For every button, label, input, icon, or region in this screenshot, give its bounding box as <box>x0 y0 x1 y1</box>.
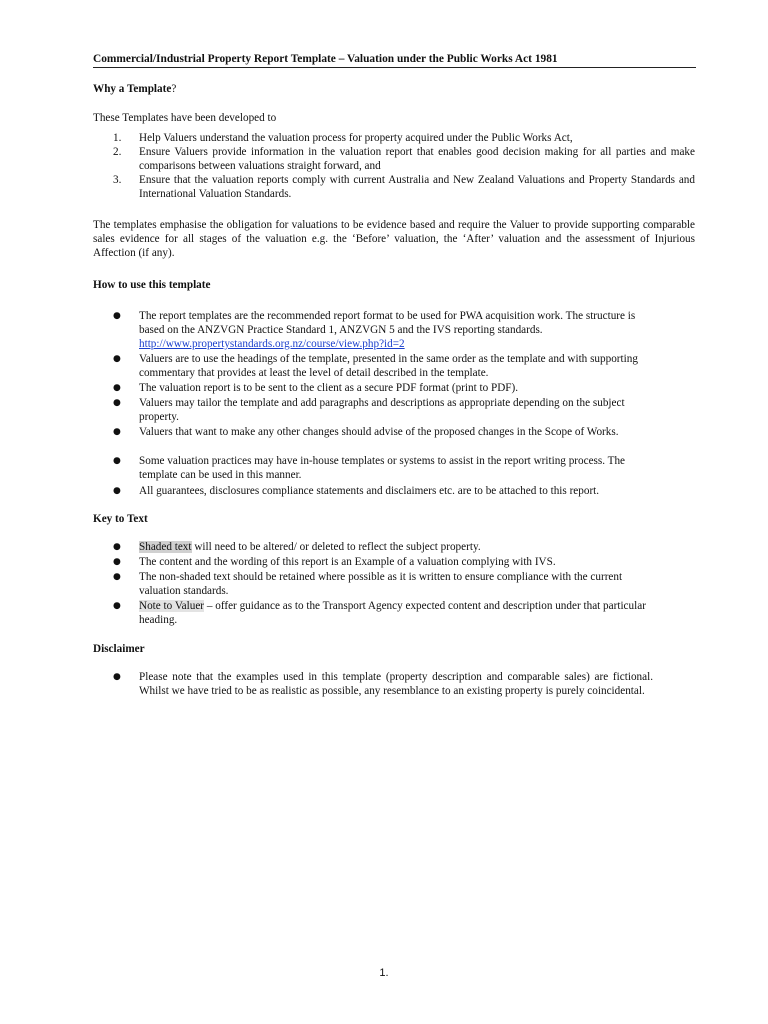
shaded-text-sample: Shaded text <box>139 541 192 553</box>
list-number: 3. <box>113 174 122 186</box>
bullet-text <box>139 540 653 554</box>
bullet-text-rest: will need to be altered/ or deleted to reflect the subject property. <box>191 541 481 553</box>
bullet-icon: ● <box>113 456 121 466</box>
bullet-text <box>139 599 653 627</box>
bullet-text: Valuers are to use the headings of the template, presented in the same order as the template and with supporting commentary that provides at least the level of detail described in the template. <box>139 353 638 379</box>
why-intro-text: These Templates have been developed to <box>93 112 277 124</box>
disclaimer-text: Please note that the examples used in this template (property description and comparable sales) are fictional. Whilst we have tried to be as realistic as possible, any resemblance to an existing property is purely coincidental. <box>139 671 653 697</box>
property-standards-link[interactable]: http://www.propertystandards.org.nz/course/view.php?id=2 <box>139 338 405 350</box>
why-paragraph: The templates emphasise the obligation for valuations to be evidence based and require the Valuer to provide supporting comparable sales evidence for all stages of the valuation e.g. the ‘Before’ valuation, the ‘After’ valuation and the assessment of Injurious Affection (if any). <box>93 219 695 259</box>
bullet-icon: ● <box>113 557 121 567</box>
list-number: 2. <box>113 146 122 158</box>
bullet-text: The non-shaded text should be retained where possible as it is written to ensure compliance with the current valuation standards. <box>139 571 623 597</box>
how-to-use-heading: How to use this template <box>93 279 211 291</box>
list-item-text: Help Valuers understand the valuation process for property acquired under the Public Works Act, <box>139 132 573 144</box>
bullet-text: All guarantees, disclosures compliance statements and disclaimers etc. are to be attached to this report. <box>139 485 600 497</box>
note-to-valuer-sample: Note to Valuer <box>139 600 205 612</box>
bullet-icon: ● <box>113 383 121 393</box>
list-item-text: Ensure that the valuation reports comply with current Australia and New Zealand Valuations and Property Standards and International Valuation Standards. <box>139 174 695 200</box>
list-item-text: Ensure Valuers provide information in the valuation report that enables good decision making for all parties and make comparisons between valuations straight forward, and <box>139 146 695 172</box>
bullet-text <box>139 309 653 351</box>
bullet-icon: ● <box>113 601 121 611</box>
bullet-icon: ● <box>113 542 121 552</box>
disclaimer-heading: Disclaimer <box>93 643 145 655</box>
bullet-icon: ● <box>113 354 121 364</box>
why-template-heading-text: Why a Template <box>93 83 172 95</box>
why-template-heading-mark: ? <box>171 83 177 95</box>
bullet-icon: ● <box>113 486 121 496</box>
bullet-text: Valuers may tailor the template and add paragraphs and descriptions as appropriate depending on the subject property. <box>139 397 625 423</box>
why-template-heading <box>93 82 176 96</box>
page-number: 1. <box>379 967 389 979</box>
bullet-icon: ● <box>113 672 121 682</box>
key-to-text-heading: Key to Text <box>93 513 148 525</box>
bullet-text: The content and the wording of this report is an Example of a valuation complying with IVS. <box>139 556 556 568</box>
bullet-icon: ● <box>113 398 121 408</box>
bullet-icon: ● <box>113 311 121 321</box>
bullet-text-body: The report templates are the recommended report format to be used for PWA acquisition work. The structure is based on the ANZVGN Practice Standard 1, ANZVGN 5 and the IVS reporting standards. <box>139 310 636 336</box>
document-header-title: Commercial/Industrial Property Report Template – Valuation under the Public Works Act 1981 <box>93 52 696 68</box>
bullet-icon: ● <box>113 572 121 582</box>
list-number: 1. <box>113 132 122 144</box>
bullet-text: The valuation report is to be sent to the client as a secure PDF format (print to PDF). <box>139 382 519 394</box>
bullet-text: Some valuation practices may have in-house templates or systems to assist in the report writing process. The template can be used in this manner. <box>139 455 626 481</box>
bullet-icon: ● <box>113 427 121 437</box>
bullet-text-rest: – offer guidance as to the Transport Agency expected content and description under that particular heading. <box>139 600 646 626</box>
bullet-text: Valuers that want to make any other changes should advise of the proposed changes in the Scope of Works. <box>139 426 619 438</box>
